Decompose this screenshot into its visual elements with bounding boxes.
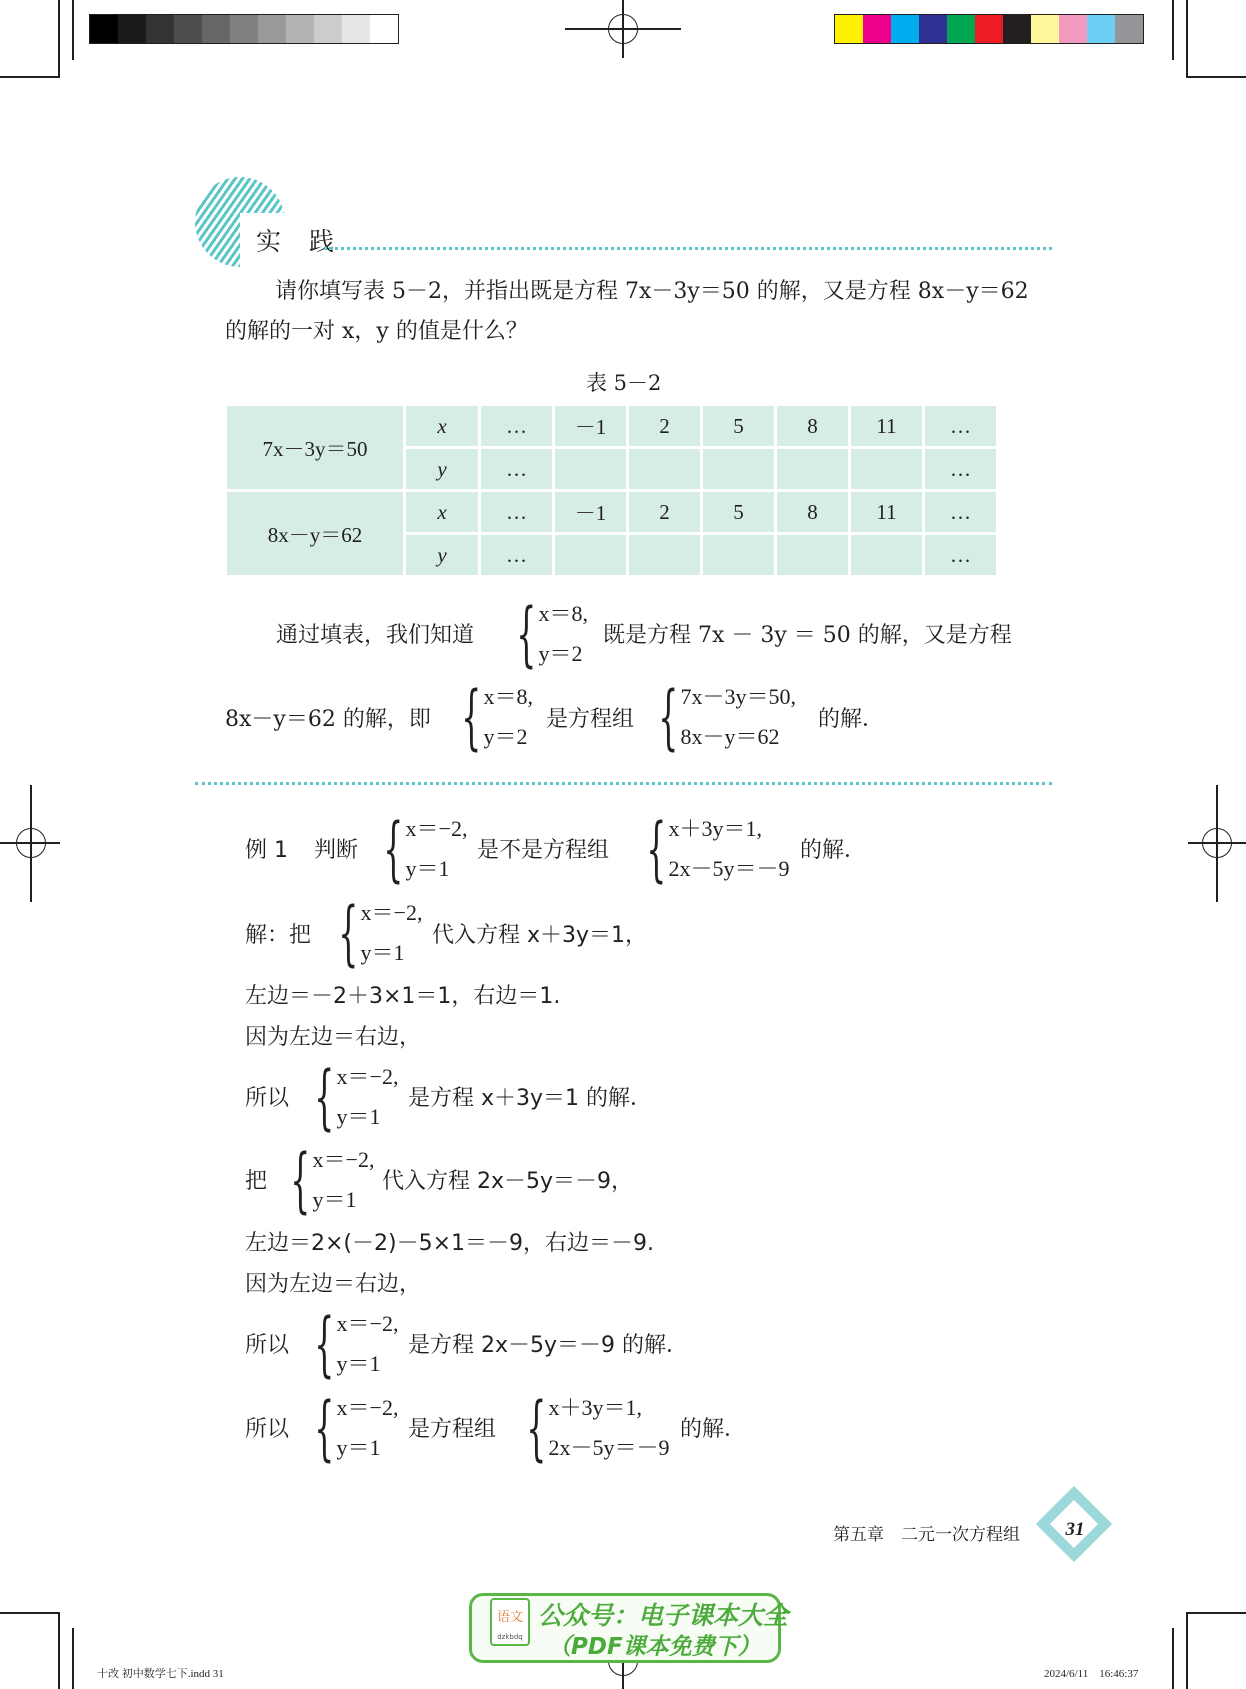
color-swatch [947, 15, 975, 43]
divider [195, 782, 1052, 785]
example-text: 的解． [800, 838, 867, 863]
solution-text: 左边＝－2＋3×1＝1，右边＝1. [245, 984, 561, 1009]
solution-system: { x＝−2, y＝1 [314, 1303, 399, 1385]
color-swatch [1115, 15, 1143, 43]
conclusion-text: 的解． [818, 707, 885, 732]
section-title: 实 践 [256, 227, 344, 256]
color-swatch [891, 15, 919, 43]
example-text: 是不是方程组 [477, 838, 610, 863]
solution-text: 是方程 x＋3y＝1 的解． [408, 1086, 653, 1111]
value-cell: 2 [629, 492, 700, 532]
conclusion-text: 通过填表，我们知道 [276, 623, 475, 648]
solution-system: { x＝−2, y＝1 [314, 1056, 399, 1138]
value-cell: 5 [703, 406, 774, 446]
value-cell [703, 535, 774, 575]
value-cell: … [481, 406, 552, 446]
value-cell: … [925, 492, 996, 532]
color-swatch [146, 15, 174, 43]
solution-text: 代入方程 2x－5y＝－9， [382, 1169, 634, 1194]
system-line: x＝8, [538, 601, 589, 626]
value-cell: … [925, 406, 996, 446]
color-swatch [863, 15, 891, 43]
conclusion-text: 既是方程 7x － 3y ＝ 50 的解，又是方程 [603, 623, 1012, 648]
value-cell: 11 [851, 492, 922, 532]
system-line: 2x－5y＝－9 [668, 856, 790, 881]
solution-text: 的解． [680, 1417, 747, 1442]
system-line: y＝1 [336, 1435, 381, 1460]
value-cell [629, 535, 700, 575]
solution-system: { x＝8, y＝2 [461, 676, 534, 758]
solution-system: { x＝−2, y＝1 [383, 808, 468, 890]
value-cell [851, 449, 922, 489]
example-text: 判断 [314, 838, 359, 863]
value-cell [629, 449, 700, 489]
value-cell: … [925, 535, 996, 575]
color-swatch [202, 15, 230, 43]
color-swatch [1059, 15, 1087, 43]
page-number: 31 [1065, 1519, 1085, 1540]
question-line-2: 的解的一对 x，y 的值是什么？ [225, 319, 528, 344]
color-swatch [835, 15, 863, 43]
system-line: x＝−2, [405, 816, 468, 841]
value-cell [851, 535, 922, 575]
book-icon [490, 1598, 530, 1646]
value-cell [777, 535, 848, 575]
icon-text: 语文 [496, 1610, 523, 1625]
solution-system: { x＝−2, y＝1 [314, 1387, 399, 1469]
watermark-line-2: （PDF课本免费下） [548, 1634, 761, 1660]
solution-text: 是方程 2x－5y＝－9 的解． [408, 1333, 689, 1358]
color-swatch [258, 15, 286, 43]
solution-system: { x＝−2, y＝1 [290, 1139, 375, 1221]
timestamp: 2024/6/11 16:46:37 [1044, 1668, 1139, 1680]
value-cell: 5 [703, 492, 774, 532]
value-cell: 8 [777, 406, 848, 446]
solution-text: 因为左边＝右边， [245, 1025, 422, 1050]
value-cell: －1 [555, 492, 626, 532]
value-cell: 8 [777, 492, 848, 532]
file-info: 十改 初中数学七下.indd 31 [97, 1668, 224, 1680]
system-line: 2x－5y＝－9 [548, 1435, 670, 1460]
value-cell: －1 [555, 406, 626, 446]
chapter-footer: 第五章 二元一次方程组 [833, 1525, 1020, 1545]
system-line: y＝1 [336, 1351, 381, 1376]
value-cell: … [481, 492, 552, 532]
solution-text: 代入方程 x＋3y＝1， [432, 923, 648, 948]
variable-cell: y [406, 535, 478, 575]
color-swatch [230, 15, 258, 43]
value-cell [555, 449, 626, 489]
color-swatch [314, 15, 342, 43]
grayscale-bar [89, 14, 399, 44]
system-line: x＝−2, [336, 1395, 399, 1420]
system-line: 8x－y＝62 [680, 724, 780, 749]
color-swatch [975, 15, 1003, 43]
variable-cell: x [406, 492, 478, 532]
solution-text: 所以 [245, 1086, 290, 1111]
system-line: x＝−2, [336, 1311, 399, 1336]
system-line: x＝−2, [360, 900, 423, 925]
system-line: y＝1 [336, 1104, 381, 1129]
conclusion-text: 8x－y＝62 的解，即 [225, 707, 431, 732]
value-cell [777, 449, 848, 489]
solution-text: 是方程组 [408, 1417, 497, 1442]
color-bar [834, 14, 1144, 44]
solution-system: { x＝−2, y＝1 [338, 892, 423, 974]
solution-text: 解：把 [245, 923, 312, 948]
value-cell: … [481, 449, 552, 489]
variable-cell: x [406, 406, 478, 446]
equation-cell: 8x－y＝62 [227, 492, 403, 575]
equation-system: { x＋3y＝1, 2x－5y＝－9 [526, 1387, 670, 1469]
color-swatch [919, 15, 947, 43]
watermark-line-1: 公众号：电子课本大全 [538, 1601, 789, 1630]
solution-system: { x＝8, y＝2 [516, 593, 589, 675]
value-cell: … [481, 535, 552, 575]
icon-subtext: dzkbdq [497, 1633, 523, 1641]
color-swatch [118, 15, 146, 43]
solution-text: 因为左边＝右边， [245, 1272, 422, 1297]
value-cell: 11 [851, 406, 922, 446]
value-cell: 2 [629, 406, 700, 446]
solution-text: 所以 [245, 1333, 290, 1358]
value-cell [555, 535, 626, 575]
system-line: x＝8, [483, 684, 534, 709]
system-line: 7x－3y＝50, [680, 684, 797, 709]
example-label: 例 1 [245, 838, 288, 863]
system-line: x＋3y＝1, [548, 1395, 643, 1420]
system-line: y＝2 [483, 724, 528, 749]
equation-system: { 7x－3y＝50, 8x－y＝62 [658, 676, 797, 758]
table-caption: 表 5－2 [586, 371, 662, 395]
color-swatch [1003, 15, 1031, 43]
system-line: y＝1 [360, 940, 405, 965]
value-cell: … [925, 449, 996, 489]
color-swatch [286, 15, 314, 43]
conclusion-text: 是方程组 [546, 707, 635, 732]
system-line: x＝−2, [312, 1147, 375, 1172]
table-5-2 [224, 403, 999, 578]
system-line: x＝−2, [336, 1064, 399, 1089]
system-line: x＋3y＝1, [668, 816, 763, 841]
solution-text: 把 [245, 1169, 268, 1194]
color-swatch [1087, 15, 1115, 43]
color-swatch [1031, 15, 1059, 43]
value-cell [703, 449, 774, 489]
equation-system: { x＋3y＝1, 2x－5y＝－9 [646, 808, 790, 890]
system-line: y＝1 [405, 856, 450, 881]
solution-text: 所以 [245, 1417, 290, 1442]
solution-text: 左边＝2×(－2)－5×1＝－9，右边＝－9. [245, 1231, 655, 1256]
color-swatch [342, 15, 370, 43]
color-swatch [370, 15, 398, 43]
question-line-1: 请你填写表 5－2，并指出既是方程 7x－3y＝50 的解，又是方程 8x－y＝62 [275, 279, 1029, 304]
color-swatch [174, 15, 202, 43]
variable-cell: y [406, 449, 478, 489]
system-line: y＝1 [312, 1187, 357, 1212]
table-row [227, 406, 996, 446]
table-row [227, 492, 996, 532]
system-line: y＝2 [538, 641, 583, 666]
color-swatch [90, 15, 118, 43]
divider [324, 247, 1052, 250]
equation-cell: 7x－3y＝50 [227, 406, 403, 489]
